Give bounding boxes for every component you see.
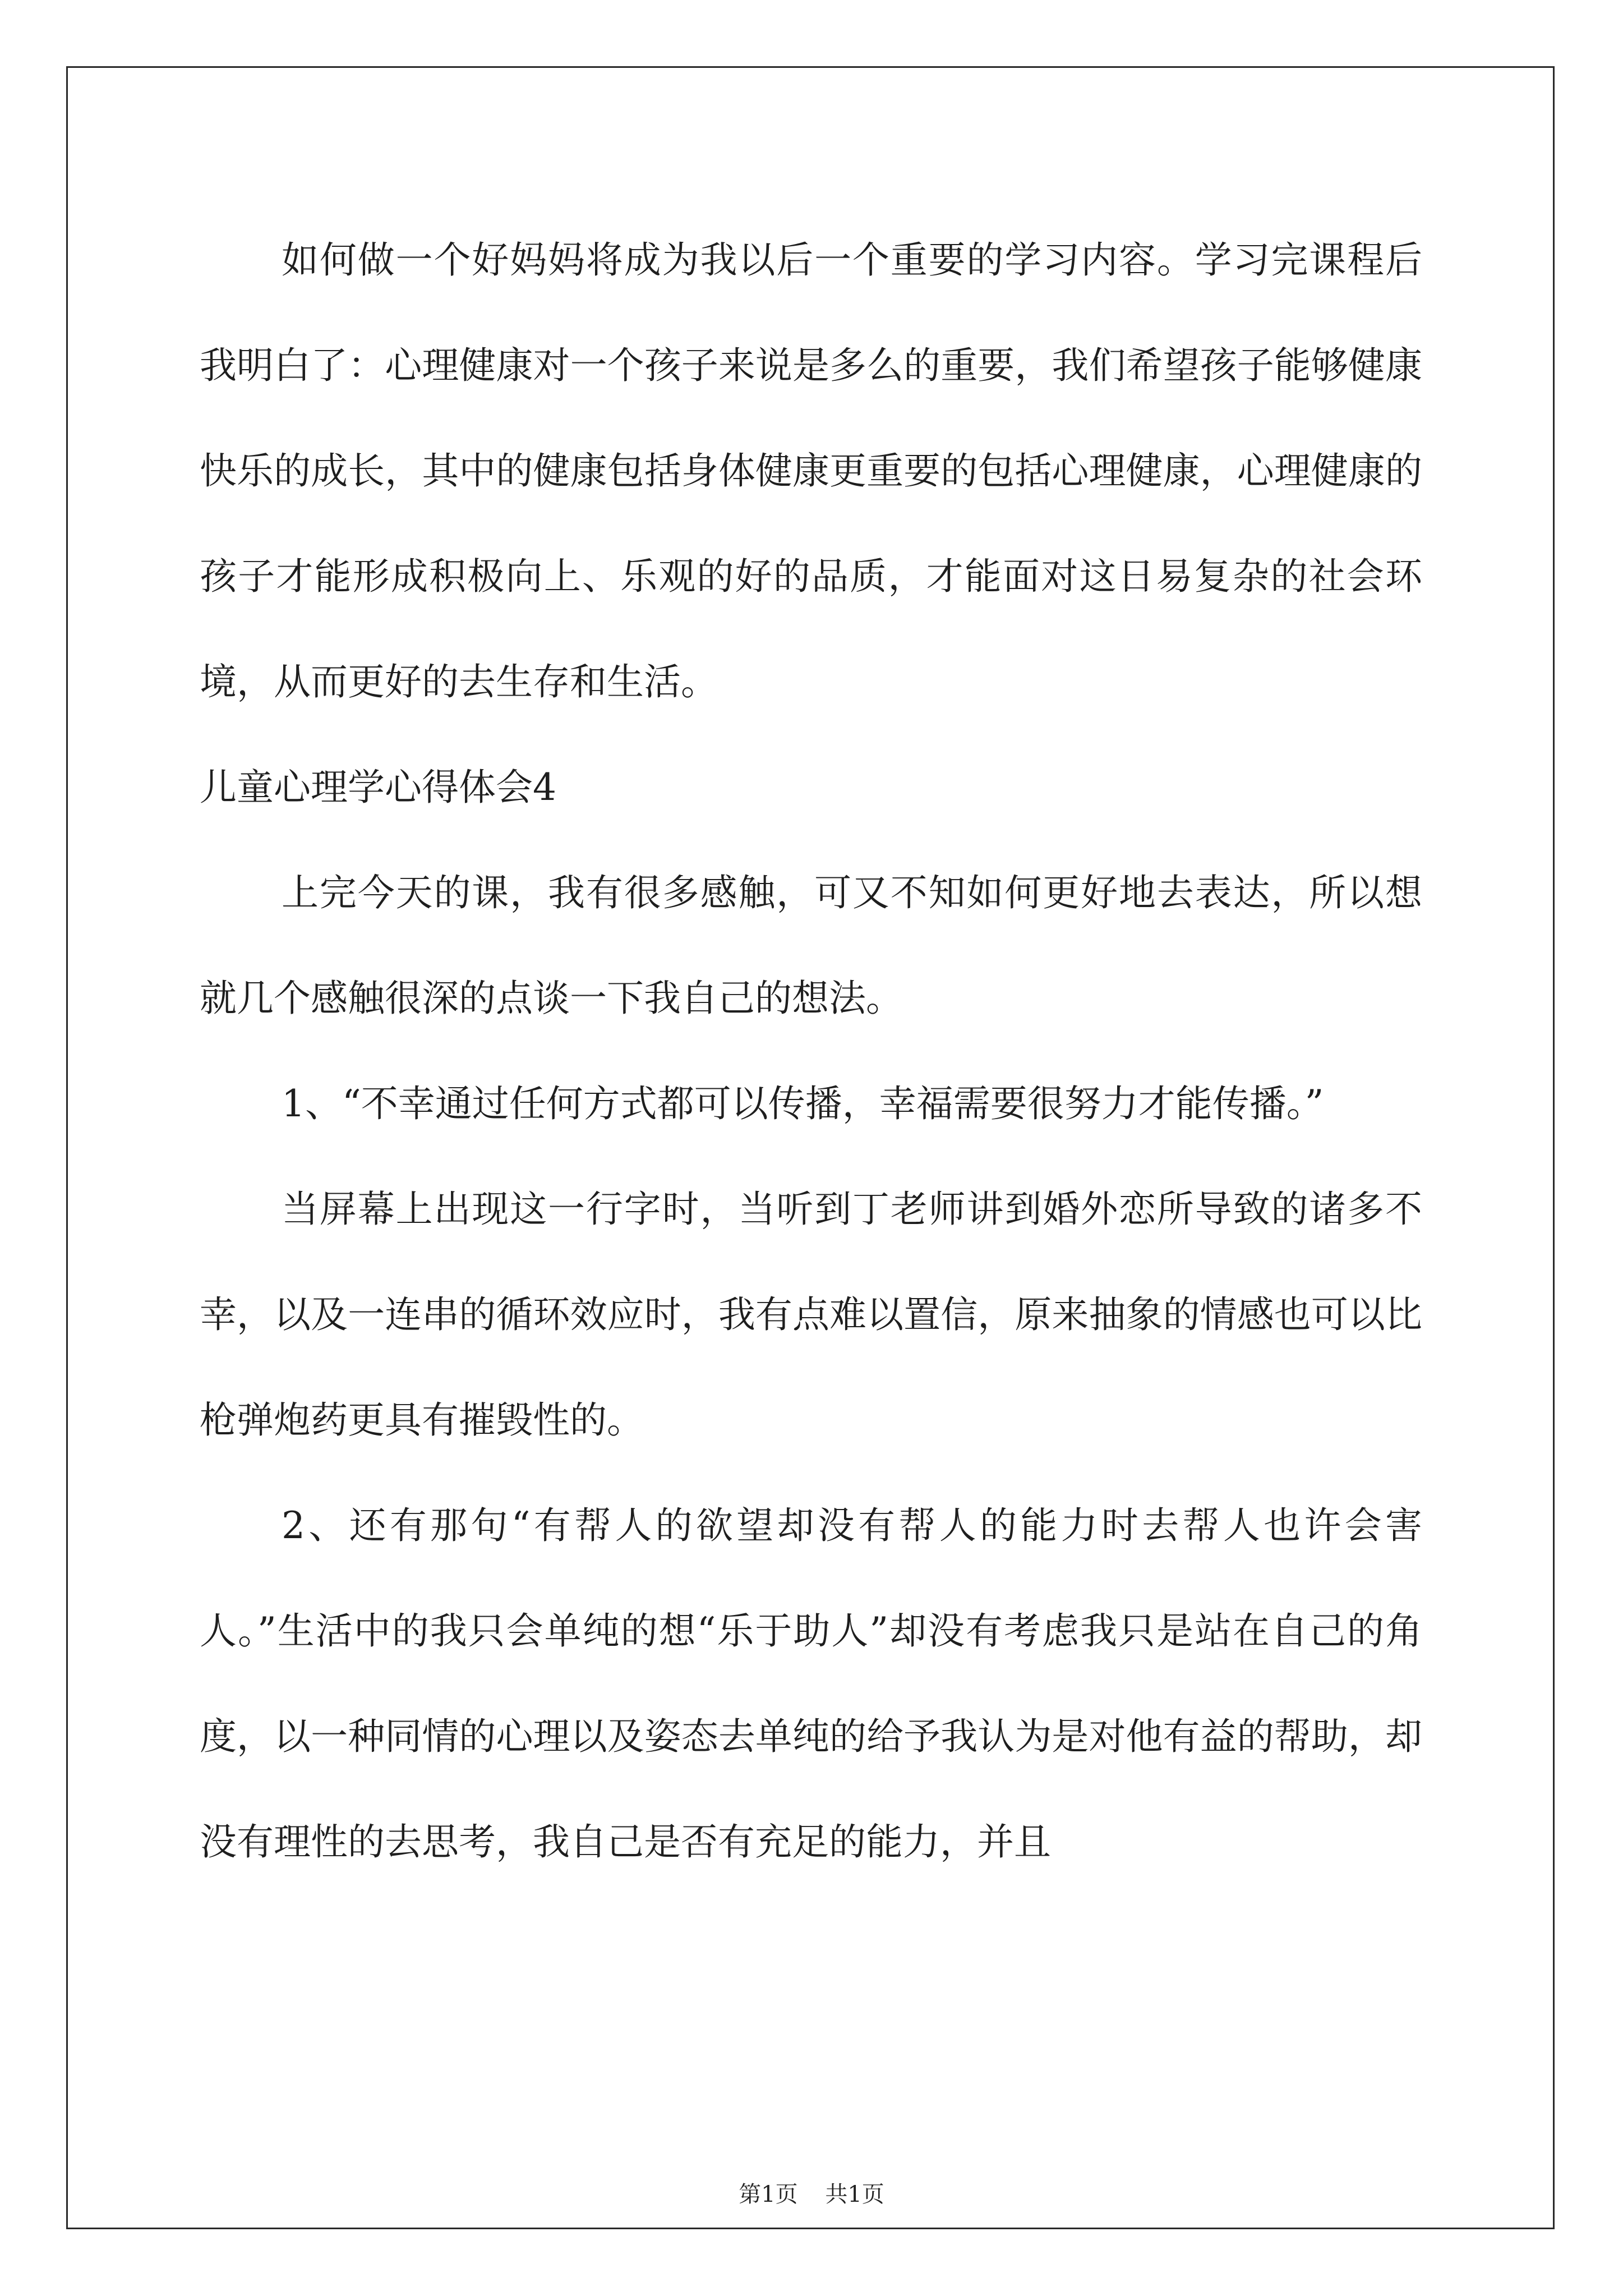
page-total: 共1页 (825, 2182, 884, 2207)
paragraph: 当屏幕上出现这一行字时，当听到丁老师讲到婚外恋所导致的诸多不幸，以及一连串的循环效应时，我有点难以置信，原来抽象的情感也可以比枪弹炮药更具有摧毁性的。 (200, 1188, 1422, 1442)
page-number: 第1页 (739, 2182, 798, 2207)
page-footer (0, 2177, 1623, 2208)
document-body (200, 208, 1422, 1895)
section-heading: 儿童心理学心得体会4 (200, 766, 556, 809)
paragraph: 如何做一个好妈妈将成为我以后一个重要的学习内容。学习完课程后我明白了：心理健康对一个孩子来说是多么的重要，我们希望孩子能够健康快乐的成长，其中的健康包括身体健康更重要的包括心理健康，心理健康的孩子才能形成积极向上、乐观的好的品质，才能面对这日易复杂的社会环境，从而更好的去生存和生活。 (200, 238, 1422, 703)
paragraph: 1、“不幸通过任何方式都可以传播，幸福需要很努力才能传播。” (282, 1082, 1324, 1125)
paragraph: 2、还有那句“有帮人的欲望却没有帮人的能力时去帮人也许会害人。”生活中的我只会单纯的想“乐于助人”却没有考虑我只是站在自己的角度，以一种同情的心理以及姿态去单纯的给予我认为是对他有益的帮助，却没有理性的去思考，我自己是否有充足的能力，并且 (200, 1504, 1422, 1864)
paragraph: 上完今天的课，我有很多感触，可又不知如何更好地去表达，所以想就几个感触很深的点谈一下我自己的想法。 (200, 871, 1422, 1020)
